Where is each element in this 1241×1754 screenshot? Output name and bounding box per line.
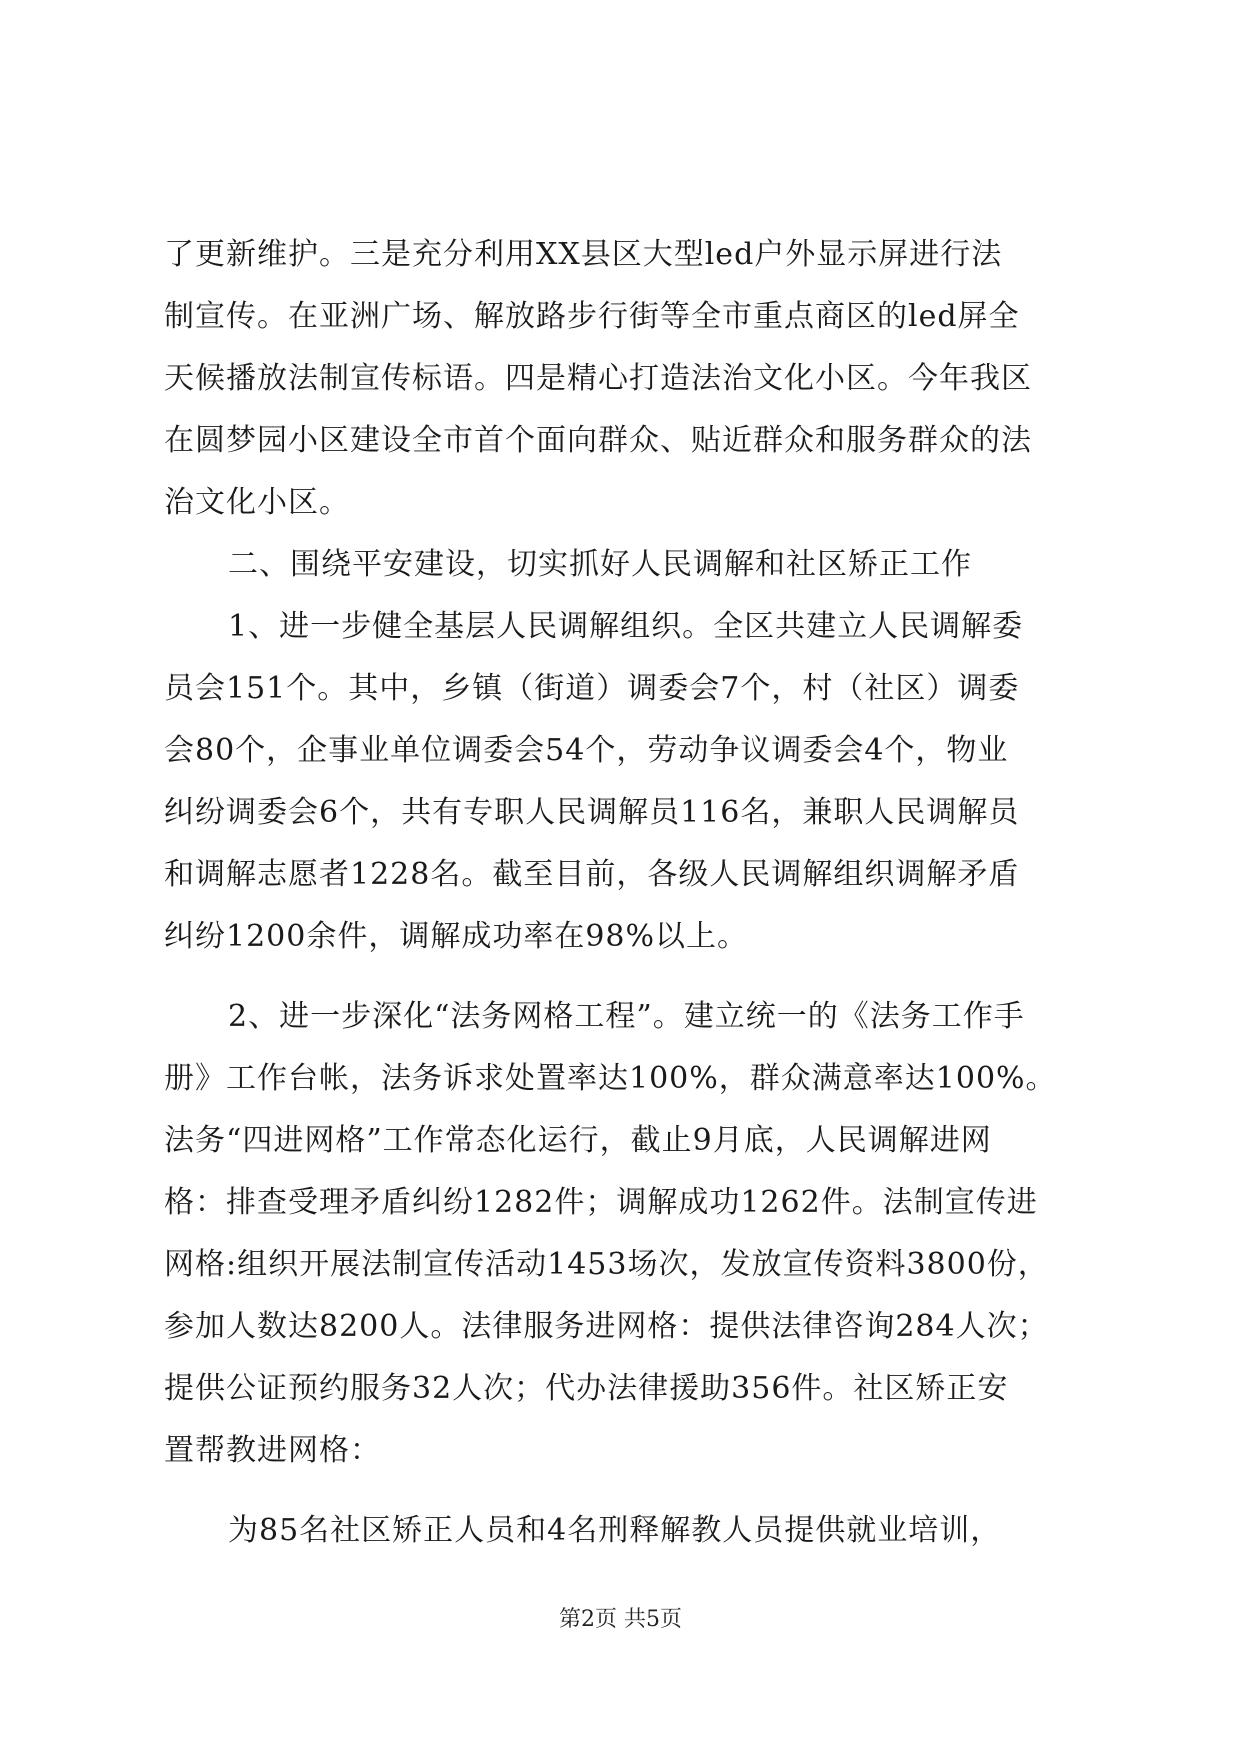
- paragraph-line: 法务“四进网格”工作常态化运行，截止9月底，人民调解进网: [164, 1123, 992, 1158]
- paragraph-line: 天候播放法制宣传标语。四是精心打造法治文化小区。今年我区: [164, 361, 1032, 396]
- paragraph-line: 会80个，企事业单位调委会54个，劳动争议调委会4个，物业: [164, 733, 1009, 768]
- paragraph-line: 在圆梦园小区建设全市首个面向群众、贴近群众和服务群众的法: [164, 423, 1032, 458]
- page-number: 第2页 共5页: [559, 1607, 682, 1632]
- paragraph-line: 和调解志愿者1228名。截至目前，各级人民调解组织调解矛盾: [164, 857, 1020, 892]
- paragraph-line: 置帮教进网格：: [164, 1433, 381, 1468]
- paragraph-line: 网格:组织开展法制宣传活动1453场次，发放宣传资料3800份，: [164, 1247, 1049, 1282]
- paragraph-line: 1、进一步健全基层人民调解组织。全区共建立人民调解委: [228, 609, 1024, 644]
- paragraph-line: 了更新维护。三是充分利用XX县区大型led户外显示屏进行法: [164, 237, 1003, 272]
- section-heading: 二、围绕平安建设，切实抓好人民调解和社区矫正工作: [228, 547, 972, 582]
- paragraph-line: 册》工作台帐，法务诉求处置率达100%，群众满意率达100%。: [164, 1061, 1057, 1096]
- document-body: [164, 224, 1078, 1562]
- page-footer: [0, 1602, 1241, 1633]
- paragraph-line: 员会151个。其中，乡镇（街道）调委会7个，村（社区）调委: [164, 671, 1020, 706]
- paragraph-line: 制宣传。在亚洲广场、解放路步行街等全市重点商区的led屏全: [164, 299, 1020, 334]
- paragraph-line: 格：排查受理矛盾纠纷1282件；调解成功1262件。法制宣传进: [164, 1185, 1038, 1220]
- paragraph-line: 纠纷1200余件，调解成功率在98%以上。: [164, 919, 749, 954]
- paragraph-line: 为85名社区矫正人员和4名刑释解教人员提供就业培训，: [228, 1513, 1002, 1548]
- paragraph-line: 提供公证预约服务32人次；代办法律援助356件。社区矫正安: [164, 1371, 1009, 1406]
- paragraph-line: 纠纷调委会6个，共有专职人民调解员116名，兼职人民调解员: [164, 795, 1020, 830]
- paragraph-line: 参加人数达8200人。法律服务进网格：提供法律咨询284人次；: [164, 1309, 1049, 1344]
- paragraph-line: 治文化小区。: [164, 485, 350, 520]
- paragraph-line: 2、进一步深化“法务网格工程”。建立统一的《法务工作手: [228, 999, 1025, 1034]
